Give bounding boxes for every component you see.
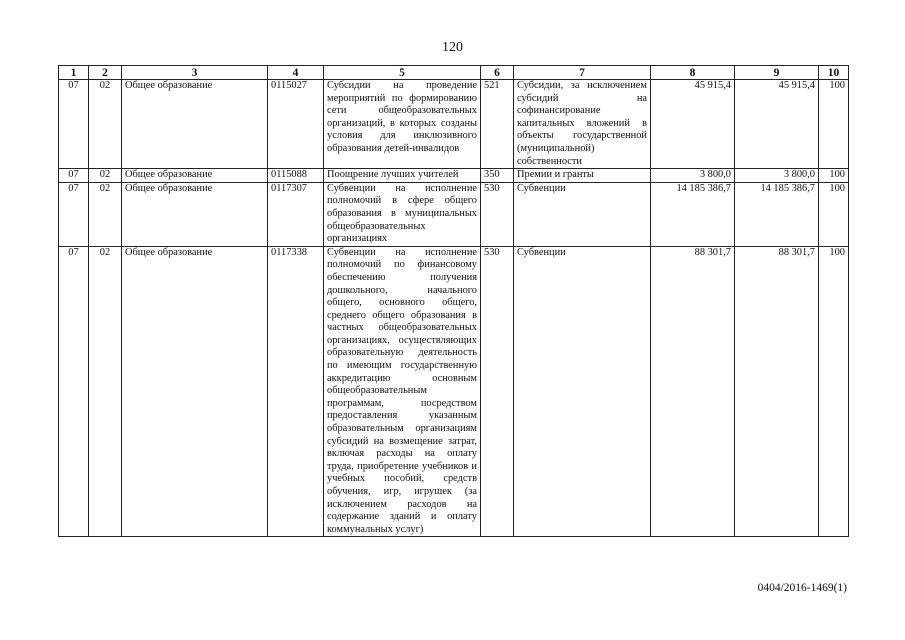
planned-amount: 88 301,7 [651,246,735,537]
expense-type-code: 530 [481,182,514,246]
section-code: 07 [59,182,89,246]
budget-table [58,65,849,537]
target-article-code: 0115027 [268,80,324,169]
executed-amount: 14 185 386,7 [735,182,819,246]
execution-percent: 100 [819,182,849,246]
expense-type-name: Субвенции [514,182,651,246]
table-row [59,182,849,246]
expense-type-name: Премии и гранты [514,169,651,183]
column-header: 1 [59,66,89,80]
target-article-code: 0115088 [268,169,324,183]
section-code: 07 [59,246,89,537]
planned-amount: 45 915,4 [651,80,735,169]
executed-amount: 45 915,4 [735,80,819,169]
subsection-code: 02 [89,169,122,183]
table-row [59,169,849,183]
execution-percent: 100 [819,169,849,183]
planned-amount: 3 800,0 [651,169,735,183]
column-header: 4 [268,66,324,80]
expense-type-code: 521 [481,80,514,169]
column-header: 7 [514,66,651,80]
subsection-code: 02 [89,246,122,537]
section-code: 07 [59,80,89,169]
column-header: 2 [89,66,122,80]
column-header: 6 [481,66,514,80]
planned-amount: 14 185 386,7 [651,182,735,246]
column-header: 3 [122,66,268,80]
section-name: Общее образование [122,80,268,169]
article-description: Субвенции на исполнение полномочий по финансовому обеспечению получения дошкольного, начального общего, основного общего, среднего общего образования в частных общеобразовательных организациях, осуществляющих образовательную деятельность по имеющим государственную аккредитацию основным общеобразовательным программам, посредством предоставления указанным образовательным организациям субсидий на возмещение затрат, включая расходы на оплату труда, приобретение учебников и учебных пособий, средств обучения, игр, игрушек (за исключением расходов на содержание зданий и оплату коммунальных услуг) [324,246,481,537]
expense-type-name: Субсидии, за исключением субсидий на софинансирование капитальных вложений в объекты государственной (муниципальной) собственности [514,80,651,169]
page-number: 120 [442,40,463,55]
expense-type-code: 350 [481,169,514,183]
executed-amount: 3 800,0 [735,169,819,183]
section-code: 07 [59,169,89,183]
header-row [59,66,849,80]
section-name: Общее образование [122,246,268,537]
article-description: Поощрение лучших учителей [324,169,481,183]
subsection-code: 02 [89,182,122,246]
target-article-code: 0117338 [268,246,324,537]
section-name: Общее образование [122,169,268,183]
column-header: 8 [651,66,735,80]
article-description: Субсидии на проведение мероприятий по формированию сети общеобразовательных организаций, в которых созданы условия для инклюзивного образования детей-инвалидов [324,80,481,169]
expense-type-name: Субвенции [514,246,651,537]
table-row [59,80,849,169]
execution-percent: 100 [819,246,849,537]
article-description: Субвенции на исполнение полномочий в сфере общего образования в муниципальных общеобразовательных организациях [324,182,481,246]
column-header: 9 [735,66,819,80]
column-header: 10 [819,66,849,80]
document-code: 0404/2016-1469(1) [757,582,847,594]
executed-amount: 88 301,7 [735,246,819,537]
execution-percent: 100 [819,80,849,169]
table-row [59,246,849,537]
expense-type-code: 530 [481,246,514,537]
section-name: Общее образование [122,182,268,246]
target-article-code: 0117307 [268,182,324,246]
subsection-code: 02 [89,80,122,169]
column-header: 5 [324,66,481,80]
